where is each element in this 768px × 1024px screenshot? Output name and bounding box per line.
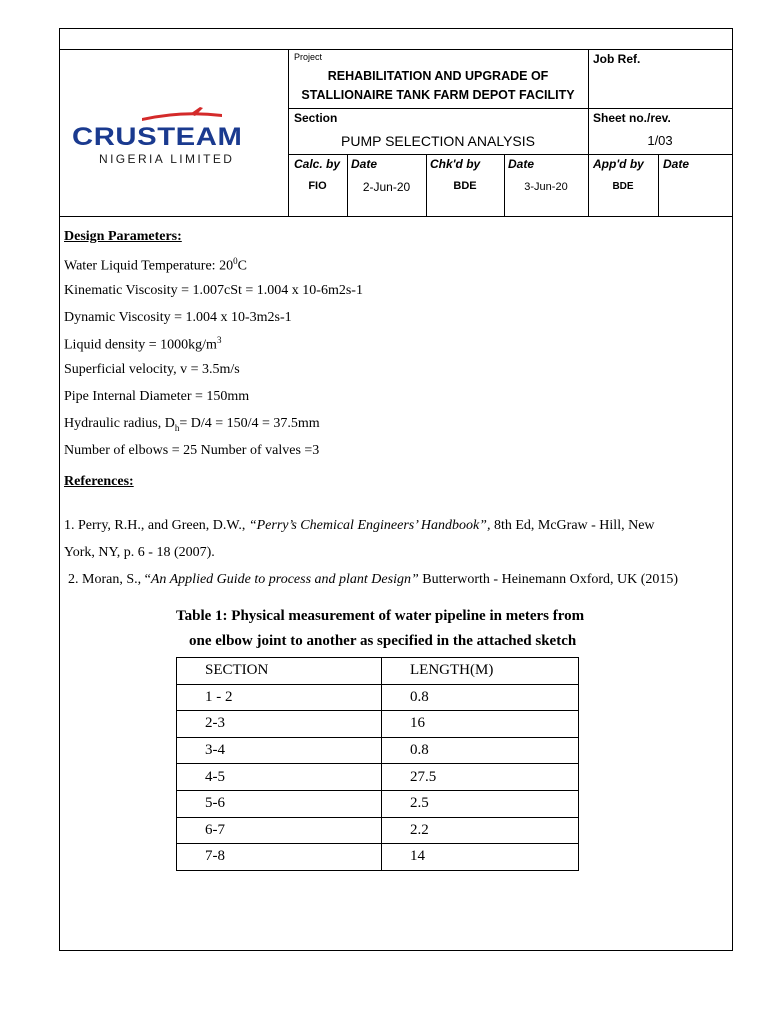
length-cell: 14 bbox=[382, 844, 579, 871]
table-row bbox=[177, 764, 579, 791]
header-section: SECTION bbox=[177, 658, 382, 685]
section-cell: 3-4 bbox=[177, 737, 382, 764]
chkd-date-label: Date bbox=[508, 157, 535, 171]
kinematic-viscosity: Kinematic Viscosity = 1.007cSt = 1.004 x 10-6m2s-1 bbox=[64, 283, 363, 298]
sheet-value: 1/03 bbox=[647, 133, 673, 148]
chkd-date-value: 3-Jun-20 bbox=[524, 181, 568, 193]
reference-2: 2. Moran, S., “An Applied Guide to process and plant Design” Butterworth - Heinemann Oxford, UK (2015) bbox=[68, 572, 679, 587]
length-cell: 16 bbox=[382, 711, 579, 738]
logo-name: CRUSTEAM bbox=[72, 123, 243, 151]
table-row bbox=[177, 684, 579, 711]
reference-1-cont: York, NY, p. 6 - 18 (2007). bbox=[64, 545, 215, 560]
section-value: PUMP SELECTION ANALYSIS bbox=[341, 133, 535, 149]
table-row bbox=[177, 711, 579, 738]
length-cell: 27.5 bbox=[382, 764, 579, 791]
project-label: Project bbox=[294, 52, 323, 62]
calc-date-value: 2-Jun-20 bbox=[362, 180, 411, 194]
table-row bbox=[177, 817, 579, 844]
appd-by-value: BDE bbox=[612, 181, 634, 192]
length-cell: 2.2 bbox=[382, 817, 579, 844]
project-title-line1: REHABILITATION AND UPGRADE OF bbox=[327, 69, 549, 83]
table-caption-line1: Table 1: Physical measurement of water pipeline in meters from bbox=[176, 608, 585, 624]
length-cell: 0.8 bbox=[382, 737, 579, 764]
table-caption-line2: one elbow joint to another as specified in the attached sketch bbox=[189, 633, 577, 649]
section-cell: 7-8 bbox=[177, 844, 382, 871]
table-row bbox=[177, 737, 579, 764]
hydraulic-radius: Hydraulic radius, $D_h= D/4 = 150/4 = 37.5mm$ bbox=[64, 416, 320, 433]
design-parameters-heading: Design Parameters: bbox=[64, 229, 182, 244]
table-row bbox=[177, 844, 579, 871]
table-row bbox=[177, 790, 579, 817]
superficial-velocity: Superficial velocity, v = 3.5m/s bbox=[64, 362, 240, 377]
project-title-line2: STALLIONAIRE TANK FARM DEPOT FACILITY bbox=[301, 88, 575, 102]
company-logo bbox=[72, 105, 282, 165]
elbows-valves: Number of elbows = 25 Number of valves =3 bbox=[64, 443, 320, 458]
logo-subtitle: NIGERIA LIMITED bbox=[99, 152, 235, 166]
reference-1: 1. Perry, R.H., and Green, D.W., “Perry’s Chemical Engineers’ Handbook”, 8th Ed, McGraw - Hill, New bbox=[64, 518, 655, 533]
calc-date-label: Date bbox=[351, 157, 378, 171]
title-block bbox=[60, 49, 732, 217]
dynamic-viscosity: Dynamic Viscosity = 1.004 x 10-3m2s-1 bbox=[64, 310, 292, 325]
calc-by-label: Calc. by bbox=[294, 157, 341, 171]
chkd-by-value: BDE bbox=[453, 180, 477, 192]
pipe-diameter: Pipe Internal Diameter = 150mm bbox=[64, 389, 250, 404]
header-length: LENGTH(M) bbox=[382, 658, 579, 685]
section-cell: 6-7 bbox=[177, 817, 382, 844]
references-heading: References: bbox=[64, 474, 134, 489]
pipeline-length-table bbox=[176, 657, 579, 871]
section-cell: 2-3 bbox=[177, 711, 382, 738]
length-cell: 2.5 bbox=[382, 790, 579, 817]
section-cell: 1 - 2 bbox=[177, 684, 382, 711]
table-header-row bbox=[177, 658, 579, 685]
appd-date-label: Date bbox=[663, 157, 690, 171]
water-temperature: Water Liquid Temperature: $20^0C$ bbox=[64, 256, 247, 274]
section-label: Section bbox=[294, 111, 338, 125]
calc-by-value: FIO bbox=[308, 180, 327, 192]
chkd-by-label: Chk'd by bbox=[430, 157, 481, 171]
liquid-density: Liquid density = $1000kg/m^3$ bbox=[64, 335, 222, 353]
section-cell: 5-6 bbox=[177, 790, 382, 817]
length-cell: 0.8 bbox=[382, 684, 579, 711]
sheet-label: Sheet no./rev. bbox=[593, 111, 671, 125]
job-ref-label: Job Ref. bbox=[593, 52, 641, 66]
section-cell: 4-5 bbox=[177, 764, 382, 791]
appd-by-label: App'd by bbox=[593, 157, 644, 171]
